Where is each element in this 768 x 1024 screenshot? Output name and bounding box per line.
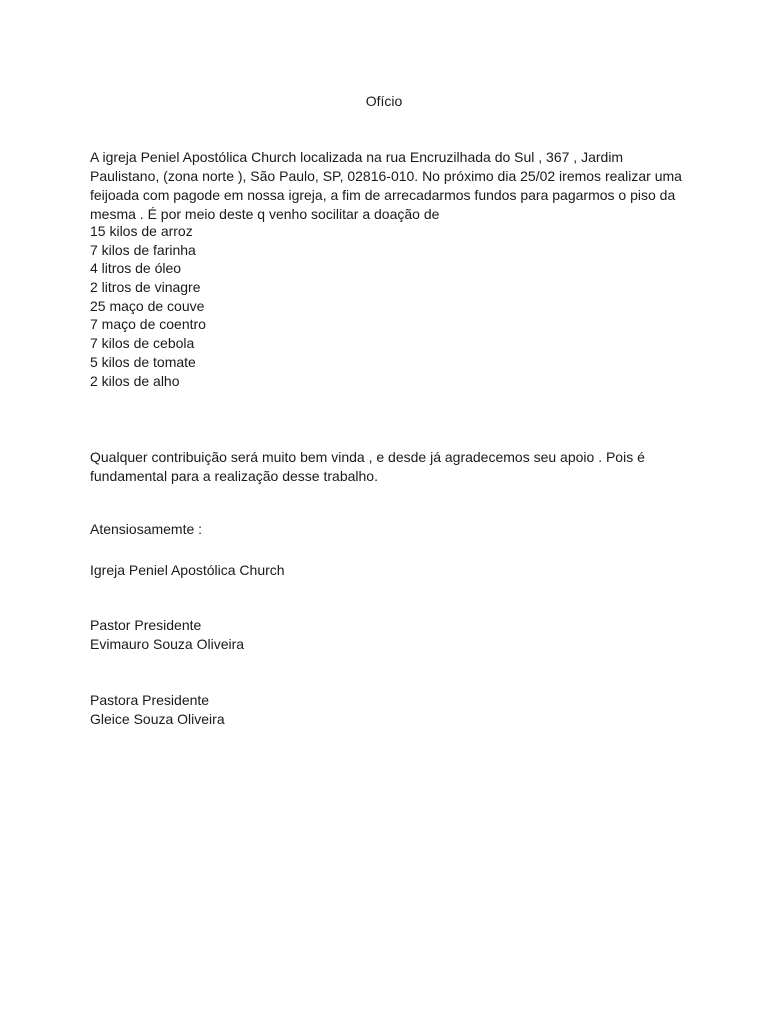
salutation: Atensiosamemte :	[90, 521, 203, 537]
list-item: 7 maço de coentro	[90, 316, 206, 333]
closing-paragraph: Qualquer contribuição será muito bem vinda , e desde já agradecemos seu apoio . Pois é fundamental para a realização desse trabalho.	[90, 449, 645, 484]
signature-block-pastor	[90, 616, 690, 654]
list-item: 15 kilos de arroz	[90, 223, 193, 239]
list-item: 7 kilos de farinha	[90, 241, 196, 258]
signature-role: Pastora Presidente	[90, 692, 210, 708]
signature-name: Gleice Souza Oliveira	[90, 711, 225, 727]
organization-name: Igreja Peniel Apostólica Church	[90, 562, 285, 578]
donation-list	[90, 222, 690, 390]
document-title: Ofício	[365, 93, 403, 109]
list-item: 5 kilos de tomate	[90, 353, 196, 370]
list-item: 7 kilos de cebola	[90, 335, 195, 352]
signature-role: Pastor Presidente	[90, 617, 202, 633]
intro-paragraph: A igreja Peniel Apostólica Church localizada na rua Encruzilhada do Sul , 367 , Jardim Paulistano, (zona norte ), São Paulo, SP, 02816-010. No próximo dia 25/02 iremos realizar uma feijoada com pagode em nossa igreja, a fim de arrecadarmos fundos para pagarmos o piso da mesma . É por meio deste q venho socilitar a doação de	[90, 149, 682, 222]
list-item: 4 litros de óleo	[90, 260, 182, 277]
list-item: 2 kilos de alho	[90, 372, 180, 389]
signature-name: Evimauro Souza Oliveira	[90, 636, 245, 652]
list-item: 25 maço de couve	[90, 297, 205, 314]
list-item: 2 litros de vinagre	[90, 279, 201, 296]
signature-block-pastora	[90, 691, 690, 729]
